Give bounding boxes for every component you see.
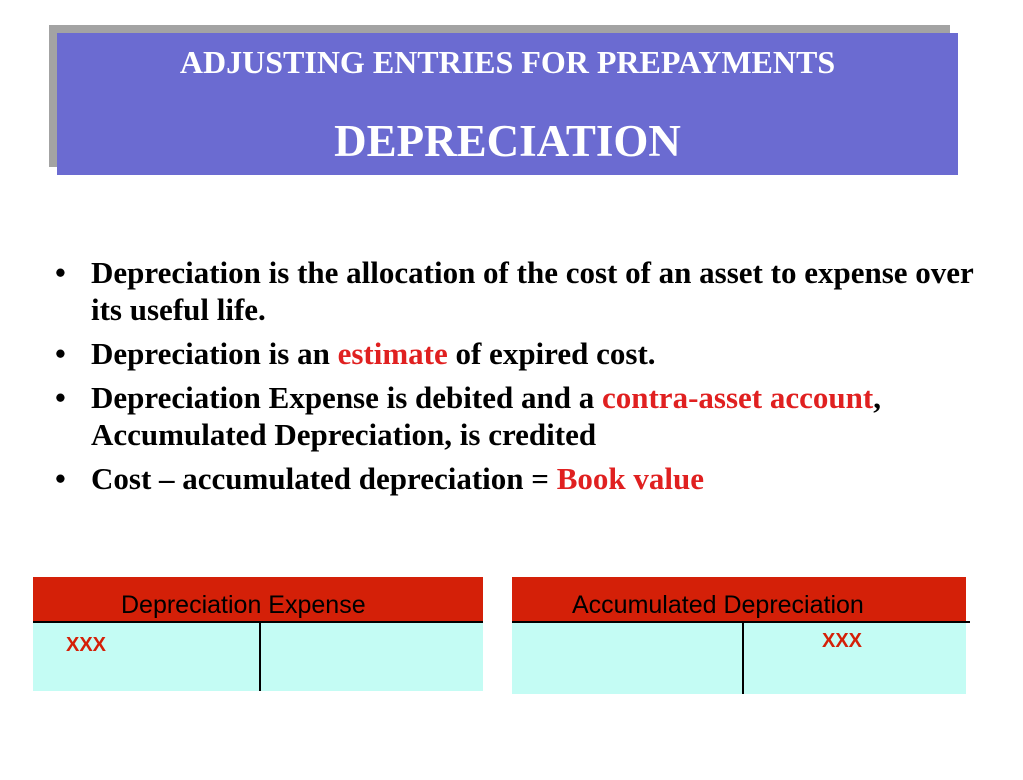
bullet-highlight: contra-asset account [601, 380, 874, 415]
slide-title: ADJUSTING ENTRIES FOR PREPAYMENTS [179, 44, 836, 80]
t-account-debit-value: XXX [66, 634, 107, 656]
t-account-divider [259, 623, 261, 691]
bullet-text: Depreciation is an [91, 336, 338, 371]
bullet-highlight: Book value [556, 461, 704, 496]
t-account-accumulated-depreciation [512, 577, 970, 694]
bullet-text: Depreciation Expense is debited and a [91, 380, 602, 415]
t-account-depreciation-expense [33, 577, 483, 691]
title-box [57, 33, 958, 175]
t-account-title: Accumulated Depreciation [572, 591, 864, 619]
bullet-text: Cost – accumulated depreciation = [91, 461, 557, 496]
bullet-item [55, 460, 985, 497]
bullet-item [55, 379, 985, 453]
t-account-title: Depreciation Expense [121, 591, 366, 619]
bullet-dot: • [55, 336, 66, 371]
t-account-body [512, 623, 966, 694]
bullet-text: , Accumulated Depreciation, is credited [91, 380, 881, 452]
bullet-item [55, 254, 985, 328]
t-account-credit-value: XXX [822, 630, 863, 652]
bullet-list [55, 254, 985, 504]
bullet-item [55, 335, 985, 372]
bullet-text: of expired cost. [447, 336, 656, 371]
slide-subtitle: DEPRECIATION [334, 116, 681, 166]
bullet-dot: • [55, 461, 66, 496]
bullet-dot: • [55, 380, 66, 415]
bullet-dot: • [55, 255, 66, 290]
t-account-header [512, 577, 966, 621]
bullet-highlight: estimate [337, 336, 448, 371]
t-account-header [33, 577, 483, 621]
t-account-divider [742, 623, 744, 694]
bullet-text: Depreciation is the allocation of the cost of an asset to expense over its useful life. [91, 255, 974, 327]
